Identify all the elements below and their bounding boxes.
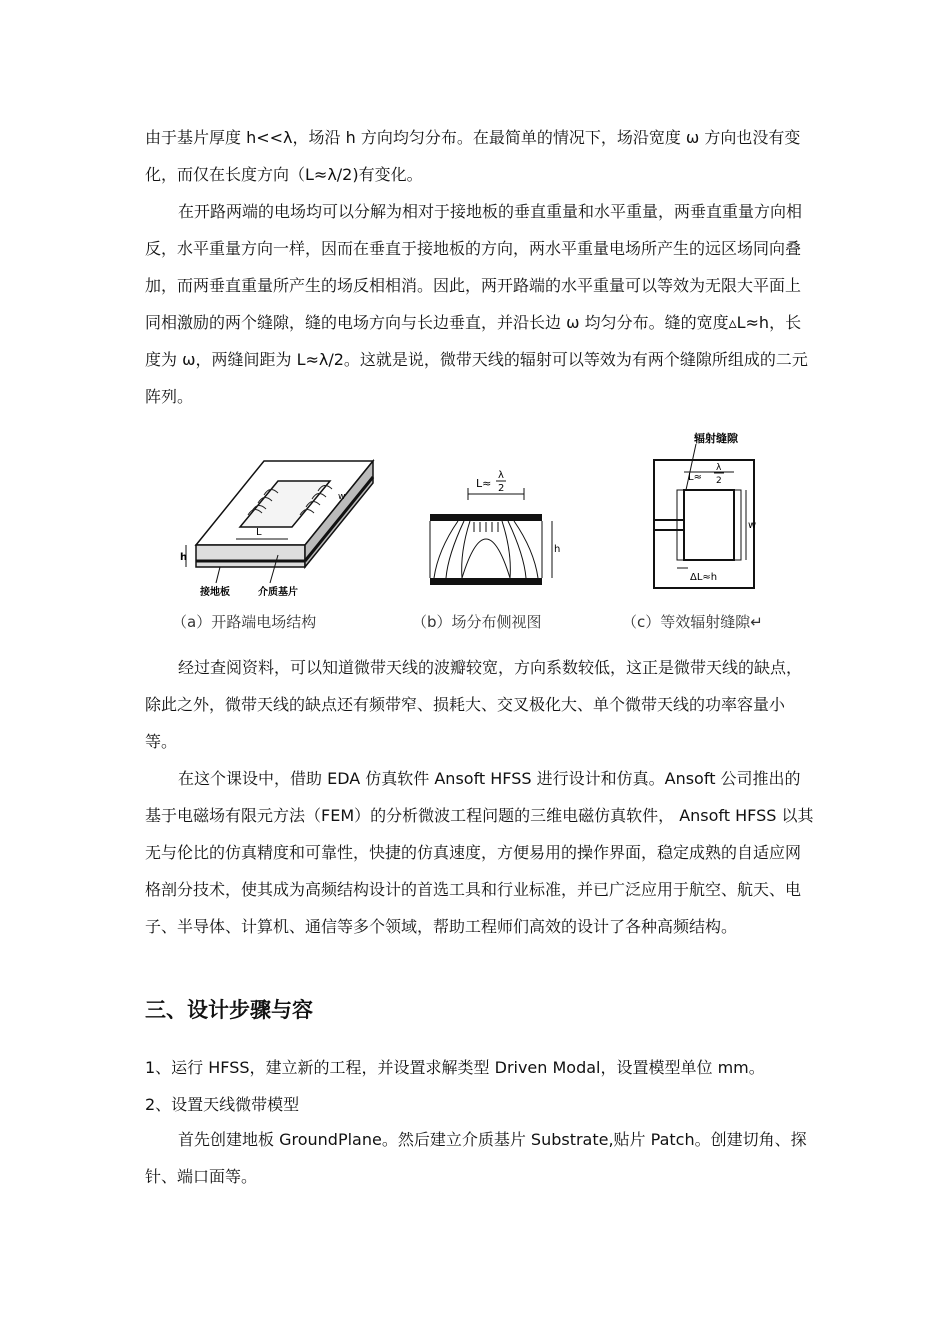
- figure-b-frac-num: λ: [498, 470, 504, 481]
- figure-b-side-view: [428, 460, 568, 595]
- figure-c-frac-den: 2: [716, 476, 722, 486]
- figure-c-label-slot: 辐射缝隙: [694, 432, 738, 445]
- section-heading: 三、设计步骤与容: [145, 998, 313, 1022]
- step-2-detail: 首先创建地板 GroundPlane。然后建立介质基片 Substrate,贴片 Patch。创建切角、探针、端口面等。: [145, 1130, 807, 1186]
- figure-a-caption: （a）开路端电场结构: [172, 613, 317, 631]
- figure-b-label-h: h: [554, 544, 561, 555]
- figure-a-label-substrate: 介质基片: [258, 587, 298, 598]
- paragraph-field-distribution: 由于基片厚度 h<<λ，场沿 h 方向均匀分布。在最简单的情况下，场沿宽度 ω 方向也没有变化，而仅在长度方向（L≈λ/2)有变化。: [145, 128, 801, 184]
- figure-b-label-L: L≈: [476, 477, 492, 490]
- figure-c-label-w: w: [748, 520, 757, 531]
- figure-a-label-w: w: [338, 492, 346, 502]
- figure-a-open-end-field: [178, 455, 378, 605]
- figure-c-caption: （c）等效辐射缝隙↵: [622, 613, 763, 631]
- figure-a-label-h: h: [180, 552, 188, 563]
- figure-c-equivalent-slots: [648, 428, 778, 598]
- paragraph-open-end-fields: 在开路两端的电场均可以分解为相对于接地板的垂直重量和水平重量，两垂直重量方向相反，水平重量方向一样，因而在垂直于接地板的方向，两水平重量电场所产生的远区场同向叠加，而两垂直重量所产生的场反相相消。因此，两开路端的水平重量可以等效为无限大平面上同相激励的两个缝隙，缝的电场方向与长边垂直，并沿长边 ω 均匀分布。缝的宽度▵L≈h，长度为 ω，两缝间距为 L≈λ/2。这就是说，微带天线的辐射可以等效为有两个缝隙所组成的二元阵列。: [145, 202, 808, 406]
- figure-b-caption: （b）场分布侧视图: [412, 613, 542, 631]
- step-2: 2、设置天线微带模型: [145, 1095, 300, 1114]
- figure-c-label-L: L≈: [688, 472, 702, 483]
- figure-c-label-dl: ΔL≈h: [690, 572, 718, 583]
- paragraph-drawbacks: 经过查阅资料，可以知道微带天线的波瓣较宽，方向系数较低，这正是微带天线的缺点，除此之外，微带天线的缺点还有频带窄、损耗大、交叉极化大、单个微带天线的功率容量小等。: [145, 658, 803, 751]
- figure-c-frac-num: λ: [716, 463, 722, 473]
- figure-a-label-ground: 接地板: [200, 587, 230, 598]
- figure-a-label-L: L: [256, 527, 262, 538]
- step-1: 1、运行 HFSS，建立新的工程，并设置求解类型 Driven Modal，设置模型单位 mm。: [145, 1058, 765, 1077]
- figure-b-frac-den: 2: [498, 483, 505, 494]
- paragraph-hfss-intro: 在这个课设中，借助 EDA 仿真软件 Ansoft HFSS 进行设计和仿真。Ansoft 公司推出的基于电磁场有限元方法（FEM）的分析微波工程问题的三维电磁仿真软件， Ansoft HFSS 以其无与伦比的仿真精度和可靠性，快捷的仿真速度，方便易用的操作界面，稳定成熟的自适应网格剖分技术，使其成为高频结构设计的首选工具和行业标准，并已广泛应用于航空、航天、电子、半导体、计算机、通信等多个领域，帮助工程师们高效的设计了各种高频结构。: [145, 769, 814, 936]
